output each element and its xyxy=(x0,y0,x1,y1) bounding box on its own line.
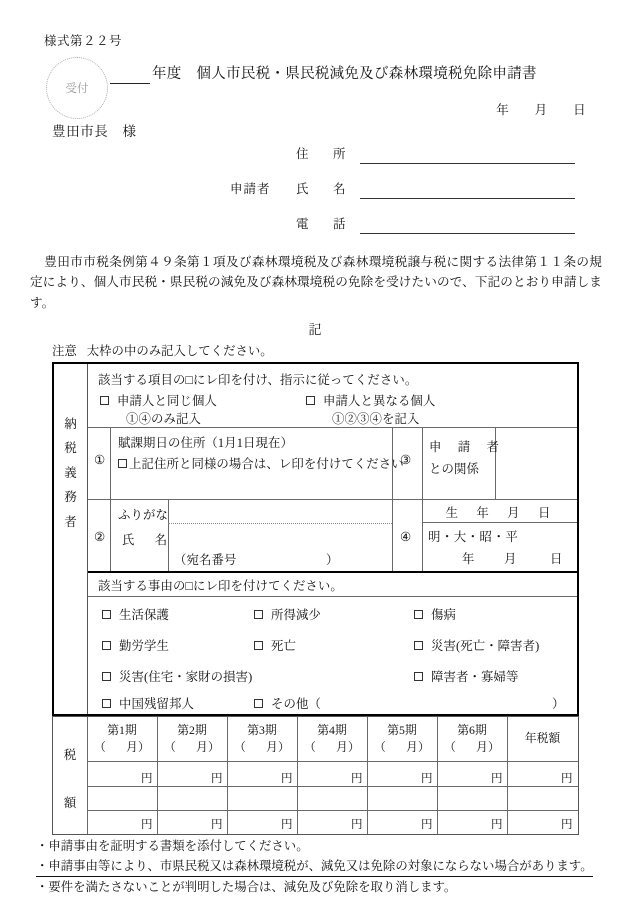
rule-below-person-options xyxy=(88,427,577,428)
taxpayer-instruction: 該当する項目の□にレ印を付け、指示に従ってください。 xyxy=(98,373,418,387)
taxpayer-vlabel-c3: 務 xyxy=(64,490,77,505)
address-number-input[interactable] xyxy=(236,550,324,566)
tax-col-header-5 xyxy=(367,717,437,761)
checkbox-icon[interactable] xyxy=(102,699,111,708)
checkbox-icon[interactable] xyxy=(306,396,315,405)
person-option-same[interactable] xyxy=(100,391,217,409)
tax-cell-r3-annual-unit: 円 xyxy=(561,819,573,831)
date-day-label: 日 xyxy=(573,103,586,117)
addressee-mayor: 豊田市長 様 xyxy=(52,124,137,139)
tax-col-header-6 xyxy=(437,717,507,761)
reception-stamp-circle xyxy=(46,57,108,119)
birthdate-month-label: 月 xyxy=(504,552,517,566)
taxpayer-vlabel-c0: 納 xyxy=(64,417,77,431)
birthdate-eras: 明・大・昭・平 xyxy=(428,530,519,544)
rule-furigana-dotted xyxy=(168,523,392,524)
tax-col-header-2-name: 第2期 xyxy=(177,722,207,737)
tax-col-header-annual xyxy=(507,717,578,761)
checkbox-icon[interactable] xyxy=(100,396,109,405)
reason-chugoku-zanryu[interactable] xyxy=(102,694,194,712)
month-close: 月） xyxy=(266,740,290,754)
reason-saigai-shibo-label: 災害(死亡・障害者) xyxy=(431,639,540,653)
reason-shobyo[interactable] xyxy=(414,605,456,623)
checkbox-icon[interactable] xyxy=(414,672,423,681)
tax-col-header-2-sub xyxy=(164,739,220,756)
rule-tax-col-annual xyxy=(507,717,508,834)
birthdate-year-label: 年 xyxy=(462,552,475,566)
fiscal-year-blank-rule[interactable] xyxy=(110,83,150,84)
rule-tax-row1-bottom xyxy=(87,786,578,787)
paren-open: （ xyxy=(304,740,316,754)
person-option-diff-hint: ①②③④を記入 xyxy=(332,412,420,426)
form-number: 様式第２２号 xyxy=(44,34,123,48)
tax-col-header-4-name: 第4期 xyxy=(317,722,347,737)
rule-tax-col-4 xyxy=(297,717,298,834)
tax-cell-r1c4-unit: 円 xyxy=(351,773,363,785)
applicant-prefix-label: 申請者 xyxy=(230,182,271,196)
tax-cell-r1c3-unit: 円 xyxy=(281,773,293,785)
paren-open: （ xyxy=(164,740,176,754)
checkbox-icon[interactable] xyxy=(414,641,423,650)
applicant-phone-label: 電 話 xyxy=(296,217,352,231)
person-option-same-label: 申請人と同じ個人 xyxy=(117,394,217,408)
tax-cell-r1-annual-unit: 円 xyxy=(561,773,573,785)
rule-below-row1-right xyxy=(88,499,577,500)
rule-below-reasons-instruction xyxy=(88,596,577,597)
tax-col-header-2 xyxy=(157,717,227,761)
rule-tax-col-5 xyxy=(367,717,368,834)
main-form-table xyxy=(52,362,579,716)
checkbox-icon[interactable] xyxy=(414,610,423,619)
reason-chugoku-zanryu-label: 中国残留邦人 xyxy=(119,697,194,711)
tax-vertical-label-bottom: 額 xyxy=(63,796,77,810)
rule-tax-col-3 xyxy=(227,717,228,834)
reason-seikatsuhogo[interactable] xyxy=(102,605,169,623)
caution-text: 太枠の中のみ記入してください。 xyxy=(86,344,273,358)
reason-shibo-label: 死亡 xyxy=(271,639,296,653)
same-address-checkbox-row[interactable] xyxy=(118,454,404,472)
paren-open: （ xyxy=(444,740,456,754)
taxpayer-vertical-label xyxy=(54,412,87,534)
tax-col-header-6-sub xyxy=(444,739,500,756)
month-close: 月） xyxy=(406,740,430,754)
reason-sonota-input[interactable] xyxy=(354,694,544,710)
tax-cell-r3c1-unit: 円 xyxy=(141,819,153,831)
rule-tax-row2-bottom xyxy=(87,810,578,811)
taxpayer-name-label: 氏 名 xyxy=(122,533,172,547)
date-year-label: 年 xyxy=(496,103,510,117)
rule-tax-col-2 xyxy=(157,717,158,834)
relation-label-line2: との関係 xyxy=(429,462,479,476)
relation-label-line1: 申 請 者 xyxy=(429,440,501,454)
rule-below-birthdate-header xyxy=(422,522,577,523)
rule-tax-header-bottom xyxy=(87,761,578,762)
tax-col-header-1 xyxy=(87,717,157,761)
caution-label: 注意 xyxy=(52,344,77,358)
tax-col-header-5-name: 第5期 xyxy=(387,722,417,737)
footer-note-1: ・申請事由を証明する書類を添付してください。 xyxy=(36,839,309,853)
tax-col-header-3 xyxy=(227,717,297,761)
taxpayer-vlabel-c2: 義 xyxy=(64,465,77,480)
month-close: 月） xyxy=(196,740,220,754)
tax-cell-r3c2-unit: 円 xyxy=(211,819,223,831)
tax-col-header-3-sub xyxy=(234,739,290,756)
tax-cell-r3c4-unit: 円 xyxy=(351,819,363,831)
caution-line xyxy=(52,341,273,359)
legal-paragraph xyxy=(30,252,602,313)
month-close: 月） xyxy=(336,740,360,754)
tax-cell-r3c6-unit: 円 xyxy=(491,819,503,831)
reason-shotokugensho-label: 所得減少 xyxy=(271,608,321,622)
tax-amount-table xyxy=(52,716,579,835)
rule-number-col-2 xyxy=(110,499,111,571)
reason-seikatsuhogo-label: 生活保護 xyxy=(119,608,169,622)
rule-tax-col-6 xyxy=(437,717,438,834)
field-number-2: ② xyxy=(94,530,106,544)
tax-col-header-1-sub xyxy=(94,739,150,756)
reason-saigai-jutaku[interactable] xyxy=(102,667,252,685)
footer-notes xyxy=(36,836,616,897)
person-option-diff-label: 申請人と異なる個人 xyxy=(323,394,436,408)
reason-shotokugensho[interactable] xyxy=(254,605,321,623)
tax-col-header-5-sub xyxy=(374,739,430,756)
person-option-diff[interactable] xyxy=(306,391,435,409)
applicant-address-input[interactable] xyxy=(360,163,575,164)
tax-cell-r1c1-unit: 円 xyxy=(141,773,153,785)
field-number-1: ① xyxy=(94,453,106,467)
paren-open: （ xyxy=(374,740,386,754)
month-close: 月） xyxy=(126,740,150,754)
reason-shogaisha-kafu[interactable] xyxy=(414,667,518,685)
reason-saigai-shibo[interactable] xyxy=(414,636,539,654)
reason-kinrogakusei[interactable] xyxy=(102,636,169,654)
tax-col-header-4-sub xyxy=(304,739,360,756)
footer-note-3: ・要件を満たさないことが判明した場合は、減免及び免除を取り消します。 xyxy=(36,880,457,895)
reason-sonota-close: ） xyxy=(552,697,565,711)
field-number-3: ③ xyxy=(400,453,412,467)
taxpayer-name-input[interactable] xyxy=(174,525,386,547)
applicant-block xyxy=(230,140,575,245)
applicant-address-label: 住 所 xyxy=(296,147,352,161)
month-close: 月） xyxy=(476,740,500,754)
reason-sonota[interactable] xyxy=(254,694,321,712)
reason-shogaisha-kafu-label: 障害者・寡婦等 xyxy=(431,670,519,684)
tax-cell-r1c6-unit: 円 xyxy=(491,773,503,785)
birthdate-header: 生 年 月 日 xyxy=(445,506,554,520)
furigana-input[interactable] xyxy=(174,501,386,521)
tax-col-header-6-name: 第6期 xyxy=(457,722,487,737)
checkbox-icon[interactable] xyxy=(102,610,111,619)
relation-value-input[interactable] xyxy=(499,437,577,495)
reasons-instruction: 該当する事由の□にレ印を付けてください。 xyxy=(98,579,343,593)
checkbox-icon[interactable] xyxy=(254,610,263,619)
tax-cell-r3c5-unit: 円 xyxy=(421,819,433,831)
applicant-name-input[interactable] xyxy=(360,198,575,199)
checkbox-icon[interactable] xyxy=(102,672,111,681)
date-month-label: 月 xyxy=(534,103,548,117)
applicant-address-row xyxy=(230,140,575,175)
same-address-checkbox-label: 上記住所と同様の場合は、レ印を付けてください xyxy=(129,457,404,471)
checkbox-icon[interactable] xyxy=(254,641,263,650)
tax-cell-r1c5-unit: 円 xyxy=(421,773,433,785)
taxpayer-vlabel-c4: 者 xyxy=(64,514,77,529)
footer-note-2: ・申請事由等により、市県民税又は森林環境税が、減免又は免除の対象にならない場合があります。 xyxy=(36,856,593,877)
rule-below-taxpayer-block xyxy=(88,571,577,573)
reason-sonota-label: その他（ xyxy=(271,697,321,711)
tax-cell-r1c2-unit: 円 xyxy=(211,773,223,785)
submission-date-line xyxy=(496,100,586,118)
applicant-name-label: 氏 名 xyxy=(296,182,352,196)
checkbox-icon[interactable] xyxy=(118,459,127,468)
tax-col-header-annual-name: 年税額 xyxy=(524,731,561,746)
furigana-label: ふりがな xyxy=(118,508,168,522)
reason-shobyo-label: 傷病 xyxy=(431,608,456,622)
assessment-address-title: 賦課期日の住所（1月1日現在） xyxy=(118,436,293,450)
checkbox-icon[interactable] xyxy=(102,641,111,650)
taxpayer-label-column xyxy=(54,364,88,714)
paren-open: （ xyxy=(94,740,106,754)
reason-shibo[interactable] xyxy=(254,636,296,654)
tax-col-header-3-name: 第3期 xyxy=(247,722,277,737)
taxpayer-vlabel-c1: 税 xyxy=(64,441,77,456)
legal-paragraph-text: 豊田市市税条例第４９条第１項及び森林環境税及び森林環境税譲与税に関する法律第１１条の規定により、個人市民税・県民税の減免及び森林環境税の免除を受けたいので、下記のとおり申請します。 xyxy=(30,255,602,310)
footer-note-2-wrap xyxy=(36,856,616,877)
tax-col-header-1-name: 第1期 xyxy=(107,722,137,737)
applicant-name-row xyxy=(230,175,575,210)
reason-saigai-jutaku-label: 災害(住宅・家財の損害) xyxy=(119,670,253,684)
paren-open: （ xyxy=(234,740,246,754)
applicant-phone-row xyxy=(230,210,575,245)
birthdate-day-label: 日 xyxy=(550,552,563,566)
checkbox-icon[interactable] xyxy=(254,699,263,708)
ki-heading: 記 xyxy=(308,322,322,337)
address-number-close: ） xyxy=(326,553,339,567)
reason-kinrogakusei-label: 勤労学生 xyxy=(119,639,169,653)
person-option-same-hint: ①④のみ記入 xyxy=(126,412,201,426)
reception-stamp-label: 受付 xyxy=(65,83,89,95)
tax-cell-r3c3-unit: 円 xyxy=(281,819,293,831)
field-number-4: ④ xyxy=(400,530,412,544)
page-title: 年度 個人市民税・県民税減免及び森林環境税免除申請書 xyxy=(152,66,537,82)
tax-vertical-label-top: 税 xyxy=(63,748,77,762)
tax-col-header-4 xyxy=(297,717,367,761)
address-number-open: （宛名番号 xyxy=(174,553,237,567)
applicant-phone-input[interactable] xyxy=(360,233,575,234)
